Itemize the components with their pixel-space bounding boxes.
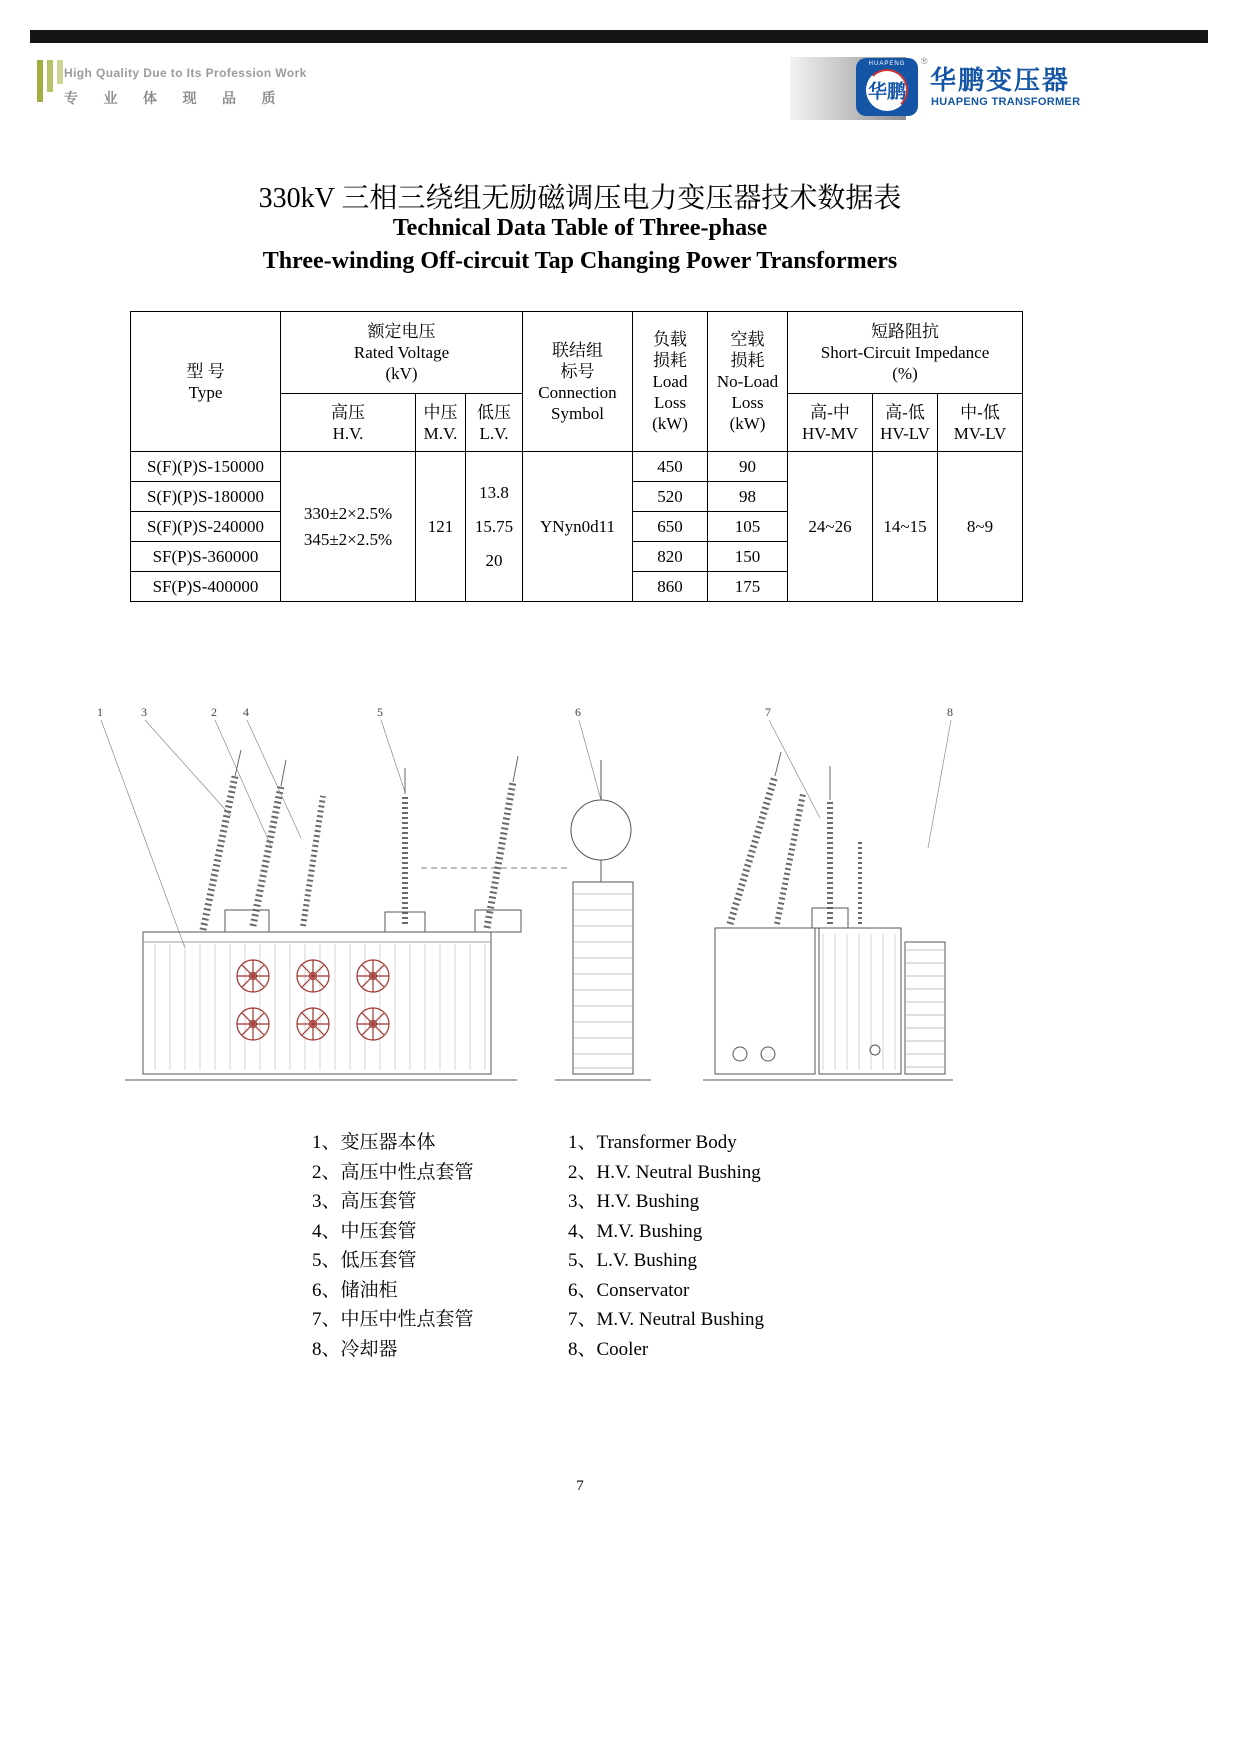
cell-type: SF(P)S-400000 [131, 572, 281, 602]
side-tank [715, 928, 901, 1074]
front-callout-leaders [101, 720, 601, 948]
legend-item-en: 8、Cooler [568, 1338, 649, 1360]
huapeng-logo-icon [856, 58, 918, 116]
col-header-noload-loss: 空载 损耗 No-Load Loss (kW) [708, 312, 788, 452]
cell-load-loss: 860 [633, 572, 708, 602]
legend-item-zh: 2、高压中性点套管 [312, 1161, 474, 1183]
legend-item-zh: 7、中压中性点套管 [312, 1309, 474, 1330]
cell-connection-symbol: YNyn0d11 [523, 452, 633, 602]
cell-load-loss: 820 [633, 542, 708, 572]
quality-bars-icon [37, 60, 63, 102]
callout-number: 1 [97, 705, 103, 719]
callout-number: 2 [211, 705, 217, 719]
logo-characters: 华鹏 [867, 81, 907, 103]
page-title-english-line1: Technical Data Table of Three-phase [392, 215, 768, 241]
cell-noload-loss: 175 [708, 572, 788, 602]
cell-load-loss: 450 [633, 452, 708, 482]
top-black-bar [30, 30, 1208, 43]
cell-noload-loss: 150 [708, 542, 788, 572]
spec-table [130, 311, 1023, 602]
page-number: 7 [576, 1478, 584, 1494]
side-callout-leaders [769, 720, 951, 848]
legend-item-zh: 4、中压套管 [312, 1220, 417, 1242]
cell-noload-loss: 98 [708, 482, 788, 512]
legend-item-en: 2、H.V. Neutral Bushing [568, 1161, 761, 1183]
cell-load-loss: 520 [633, 482, 708, 512]
logo-huapeng-text: HUAPENG [868, 61, 906, 67]
legend-item-zh: 1、变压器本体 [312, 1132, 436, 1153]
callout-number: 3 [141, 705, 147, 719]
col-header-rated-voltage: 额定电压 Rated Voltage (kV) [281, 312, 523, 394]
col-header-hv-lv: 高-低 HV-LV [873, 394, 938, 452]
col-header-load-loss: 负载 损耗 Load Loss (kW) [633, 312, 708, 452]
tagline-english: High Quality Due to Its Profession Work [64, 66, 307, 80]
callout-number: 8 [947, 705, 953, 719]
cell-noload-loss: 90 [708, 452, 788, 482]
legend-item-en: 4、M.V. Bushing [568, 1220, 703, 1242]
front-view [101, 720, 651, 1080]
table-header-row-1 [131, 312, 1023, 394]
col-header-hv: 高压 H.V. [281, 394, 416, 452]
side-bushings [730, 752, 860, 924]
side-cooler [905, 942, 945, 1074]
cell-impedance-hv-mv: 24~26 [788, 452, 873, 602]
cell-load-loss: 650 [633, 512, 708, 542]
legend-item-zh: 8、冷却器 [312, 1338, 398, 1360]
brand-name-english: HUAPENG TRANSFORMER [931, 96, 1081, 108]
cell-type: S(F)(P)S-240000 [131, 512, 281, 542]
brand-name-chinese: 华鹏变压器 [930, 65, 1071, 95]
legend-item-zh: 3、高压套管 [312, 1191, 417, 1212]
cell-lv-voltage: 13.8 15.75 20 [466, 452, 523, 602]
side-view [703, 720, 953, 1080]
transformer-outline-drawing [85, 698, 1085, 1128]
legend-item-en: 3、H.V. Bushing [568, 1191, 700, 1212]
cell-type: S(F)(P)S-180000 [131, 482, 281, 512]
front-turret [225, 910, 269, 932]
col-header-hv-mv: 高-中 HV-MV [788, 394, 873, 452]
cell-hv-voltage: 330±2×2.5% 345±2×2.5% [281, 452, 416, 602]
front-tank [143, 932, 491, 1074]
legend-item-zh: 6、储油柜 [312, 1279, 398, 1301]
callout-number: 7 [765, 705, 771, 719]
page-title-english-line2: Three-winding Off-circuit Tap Changing Power Transformers [262, 248, 898, 274]
cell-mv-voltage: 121 [416, 452, 466, 602]
legend-item-en: 1、Transformer Body [568, 1132, 737, 1153]
registered-trademark-symbol: ® [921, 56, 928, 66]
legend-item-en: 7、M.V. Neutral Bushing [568, 1309, 764, 1330]
cell-impedance-hv-lv: 14~15 [873, 452, 938, 602]
col-header-impedance: 短路阻抗 Short-Circuit Impedance (%) [788, 312, 1023, 394]
side-valves [733, 1045, 880, 1061]
page-title-chinese: 330kV 三相三绕组无励磁调压电力变压器技术数据表 [258, 183, 902, 214]
col-header-connection: 联结组 标号 Connection Symbol [523, 312, 633, 452]
legend-item-zh: 5、低压套管 [312, 1250, 417, 1271]
table-row [131, 452, 1023, 482]
col-header-mv-lv: 中-低 MV-LV [938, 394, 1023, 452]
col-header-mv: 中压 M.V. [416, 394, 466, 452]
cell-type: SF(P)S-360000 [131, 542, 281, 572]
legend-chinese-list [312, 1128, 474, 1364]
callout-number: 4 [243, 705, 249, 719]
front-turret [475, 910, 521, 932]
cell-type: S(F)(P)S-150000 [131, 452, 281, 482]
callout-numbers [97, 705, 953, 719]
callout-number: 6 [575, 705, 581, 719]
callout-number: 5 [377, 705, 383, 719]
col-header-lv: 低压 L.V. [466, 394, 523, 452]
legend-item-en: 5、L.V. Bushing [568, 1250, 697, 1271]
technical-drawings [85, 698, 1085, 1128]
front-cooler-bank [573, 882, 633, 1074]
spec-table-wrap [130, 311, 1023, 602]
tagline-chinese: 专 业 体 现 品 质 [64, 92, 287, 107]
col-header-type: 型 号 Type [131, 312, 281, 452]
legend-item-en: 6、Conservator [568, 1279, 690, 1301]
legend-english-list [568, 1128, 764, 1364]
cell-noload-loss: 105 [708, 512, 788, 542]
front-bushings [203, 750, 518, 930]
conservator [571, 760, 631, 882]
cell-impedance-mv-lv: 8~9 [938, 452, 1023, 602]
